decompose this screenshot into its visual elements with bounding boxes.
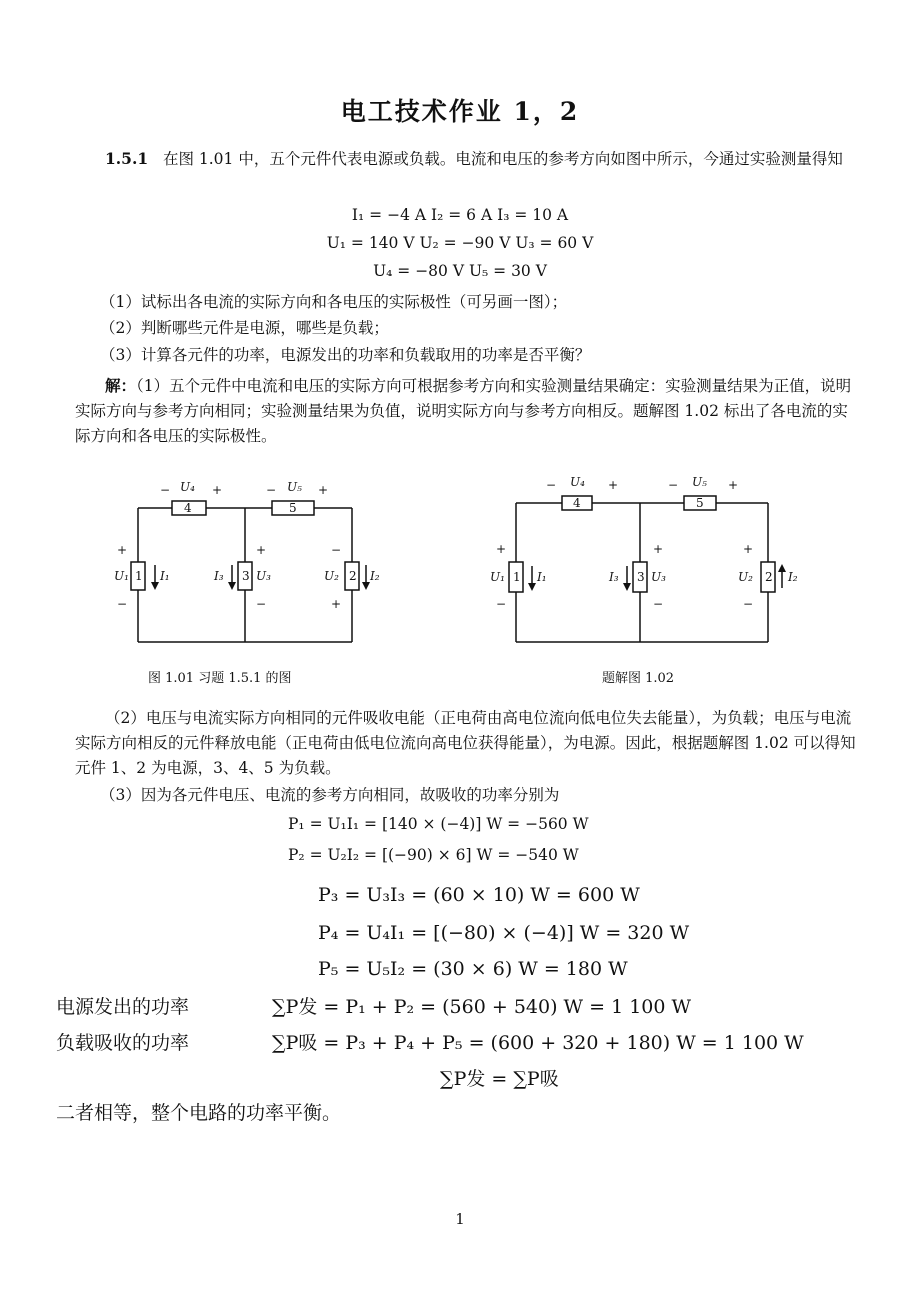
figure-1-02 <box>478 470 808 690</box>
u5-label: U₅ <box>287 480 302 494</box>
load-power-label: 负载吸收的功率 <box>56 1032 190 1054</box>
element-4-label: 4 <box>184 501 192 515</box>
question-2: （2）判断哪些元件是电源，哪些是负载； <box>100 319 389 337</box>
u4-label-sol: U₄ <box>570 475 585 489</box>
page-title: 电工技术作业 1，2 <box>340 97 580 126</box>
u3-minus-sol: − <box>653 597 664 611</box>
u2-plus-sol: + <box>743 542 754 556</box>
u3-plus: + <box>256 543 267 557</box>
u3-minus: − <box>256 597 267 611</box>
solution-part-1 <box>75 373 860 449</box>
question-3: （3）计算各元件的功率，电源发出的功率和负载取用的功率是否平衡？ <box>100 346 591 364</box>
u3-label-sol: U₃ <box>651 570 666 584</box>
equation-p2: P₂ = U₂I₂ = [(−90) × 6] W = −540 W <box>288 846 579 864</box>
u4-plus-sol: + <box>608 478 619 492</box>
balance-equation: ∑P发 = ∑P吸 <box>440 1068 559 1090</box>
u1-label: U₁ <box>114 569 129 583</box>
element-2-label-sol: 2 <box>765 570 773 584</box>
equation-p3: P₃ = U₃I₃ = (60 × 10) W = 600 W <box>318 884 640 906</box>
u5-minus-sol: − <box>668 478 679 492</box>
u2-plus: + <box>331 597 342 611</box>
u1-minus-sol: − <box>496 597 507 611</box>
given-voltages-1: U₁ = 140 V U₂ = −90 V U₃ = 60 V <box>326 234 594 252</box>
element-1-label-sol: 1 <box>513 570 521 584</box>
equation-p5: P₅ = U₅I₂ = (30 × 6) W = 180 W <box>318 958 628 980</box>
element-3-label-sol: 3 <box>637 570 645 584</box>
u4-plus: + <box>212 483 223 497</box>
i3-label: I₃ <box>214 569 224 583</box>
equation-p4: P₄ = U₄I₁ = [(−80) × (−4)] W = 320 W <box>318 922 690 944</box>
element-4-label-sol: 4 <box>573 496 581 510</box>
u1-plus-sol: + <box>496 542 507 556</box>
i1-label-sol: I₁ <box>537 570 547 584</box>
element-5-label: 5 <box>289 501 297 515</box>
element-1-label: 1 <box>135 569 143 583</box>
source-power-equation: ∑P发 = P₁ + P₂ = (560 + 540) W = 1 100 W <box>272 996 692 1018</box>
u2-label-sol: U₂ <box>738 570 753 584</box>
problem-number: 1.5.1 <box>105 149 149 168</box>
u3-plus-sol: + <box>653 542 664 556</box>
u5-plus-sol: + <box>728 478 739 492</box>
problem-statement: 在图 1.01 中，五个元件代表电源或负载。电流和电压的参考方向如图中所示，今通过实验测量得知 <box>162 150 843 168</box>
conclusion: 二者相等，整个电路的功率平衡。 <box>56 1102 342 1124</box>
load-power-equation: ∑P吸 = P₃ + P₄ + P₅ = (600 + 320 + 180) W = 1 100 W <box>272 1032 804 1054</box>
u1-minus: − <box>117 597 128 611</box>
given-voltages-2: U₄ = −80 V U₅ = 30 V <box>373 262 547 280</box>
i2-label: I₂ <box>370 569 380 583</box>
u5-label-sol: U₅ <box>692 475 707 489</box>
u2-minus-sol: − <box>743 597 754 611</box>
u5-minus: − <box>266 483 277 497</box>
u1-label-sol: U₁ <box>490 570 505 584</box>
figure-1-01-caption: 图 1.01 习题 1.5.1 的图 <box>148 671 292 686</box>
element-2-label: 2 <box>349 569 357 583</box>
solution-part-3: （3）因为各元件电压、电流的参考方向相同，故吸收的功率分别为 <box>100 786 560 804</box>
u4-minus-sol: − <box>546 478 557 492</box>
u2-label: U₂ <box>324 569 339 583</box>
u1-plus: + <box>117 543 128 557</box>
source-power-label: 电源发出的功率 <box>56 996 190 1018</box>
u4-label: U₄ <box>180 480 195 494</box>
question-1: （1）试标出各电流的实际方向和各电压的实际极性（可另画一图）； <box>100 293 568 311</box>
page-number: 1 <box>455 1210 465 1228</box>
i3-label-sol: I₃ <box>609 570 619 584</box>
element-5-label-sol: 5 <box>696 496 704 510</box>
u4-minus: − <box>160 483 171 497</box>
given-currents: I₁ = −4 A I₂ = 6 A I₃ = 10 A <box>351 206 569 224</box>
element-3-label: 3 <box>242 569 250 583</box>
problem-text <box>75 146 860 172</box>
u5-plus: + <box>318 483 329 497</box>
figure-1-01 <box>100 470 390 690</box>
solution-part-1-text: （1）五个元件中电流和电压的实际方向可根据参考方向和实验测量结果确定：实验测量结果为正值，说明实际方向与参考方向相同；实验测量结果为负值，说明实际方向与参考方向相反。题解图 1.02 标出了各电流的实际方向和各电压的实际极性。 <box>75 377 852 445</box>
equation-p1: P₁ = U₁I₁ = [140 × (−4)] W = −560 W <box>288 815 589 833</box>
solution-label: 解： <box>105 376 137 395</box>
i2-label-sol: I₂ <box>788 570 798 584</box>
u2-minus: − <box>331 543 342 557</box>
solution-part-2: （2）电压与电流实际方向相同的元件吸收电能（正电荷由高电位流向低电位失去能量），为负载；电压与电流实际方向相反的元件释放电能（正电荷由低电位流向高电位获得能量），为电源。因此，根据题解图 1.02 可以得知元件 1、2 为电源，3、4、5 为负载。 <box>75 709 856 777</box>
u3-label: U₃ <box>256 569 271 583</box>
figure-1-02-caption: 题解图 1.02 <box>602 671 675 686</box>
i1-label: I₁ <box>160 569 170 583</box>
